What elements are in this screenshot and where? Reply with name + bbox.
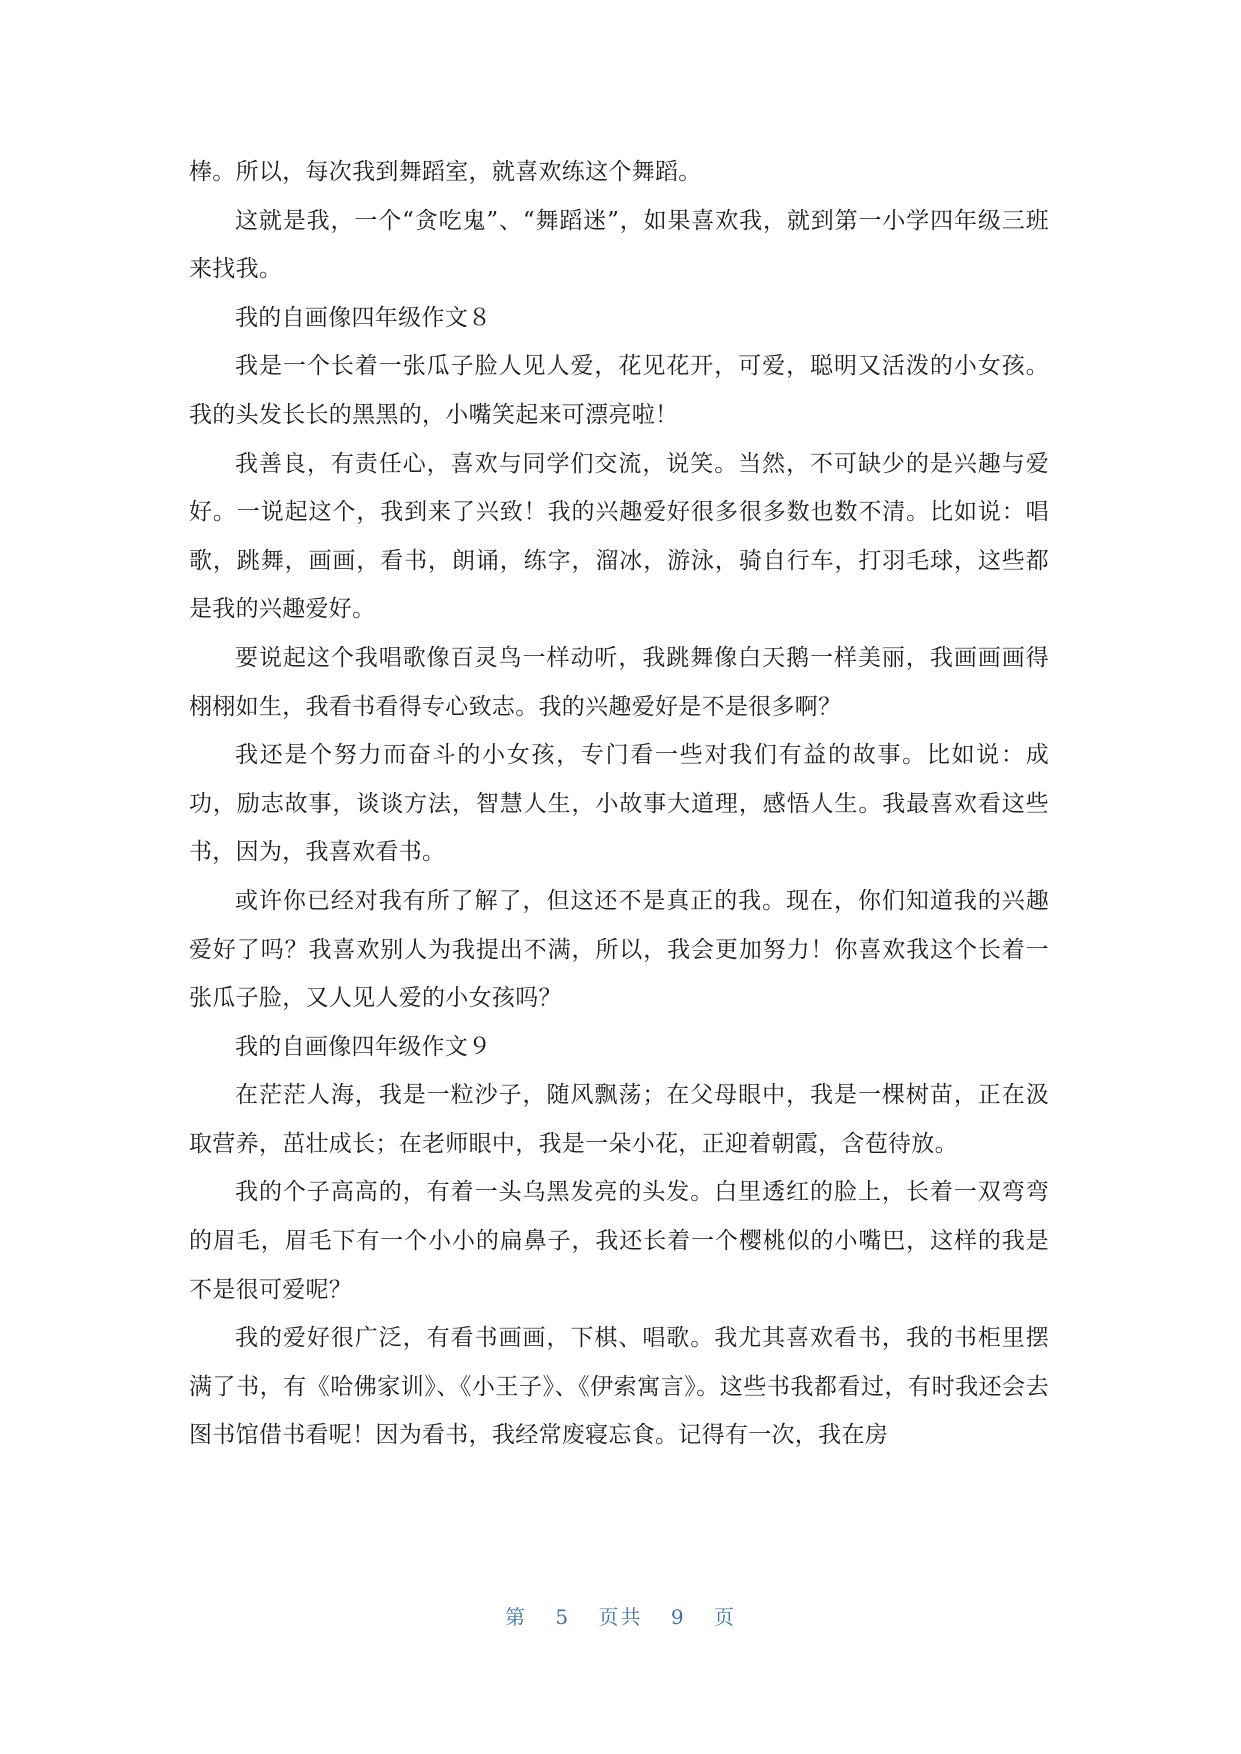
- paragraph: 我的个子高高的，有着一头乌黑发亮的头发。白里透红的脸上，长着一双弯弯的眉毛，眉毛下有一个小小的扁鼻子，我还长着一个樱桃似的小嘴巴，这样的我是不是很可爱呢？: [189, 1179, 1049, 1303]
- paragraph-continuation: 棒。所以，每次我到舞蹈室，就喜欢练这个舞蹈。: [189, 159, 702, 185]
- paragraph: 这就是我，一个“贪吃鬼”、“舞蹈迷”，如果喜欢我，就到第一小学四年级三班来找我。: [189, 207, 1049, 283]
- paragraph: 我的爱好很广泛，有看书画画，下棋、唱歌。我尤其喜欢看书，我的书柜里摆满了书，有《哈佛家训》、《小王子》、《伊索寓言》。这些书我都看过，有时我还会去图书馆借书看呢！因为看书，我经常废寝忘食。记得有一次，我在房: [189, 1325, 1049, 1449]
- paragraph: 或许你已经对我有所了解了，但这还不是真正的我。现在，你们知道我的兴趣爱好了吗？我喜欢别人为我提出不满，所以，我会更加努力！你喜欢我这个长着一张瓜子脸，又人见人爱的小女孩吗？: [189, 887, 1049, 1012]
- section-heading-9: 我的自画像四年级作文９: [235, 1033, 492, 1060]
- current-page-number: 5: [555, 1605, 571, 1629]
- page-label-middle: 页共: [598, 1605, 643, 1629]
- page-footer: [0, 1601, 1241, 1630]
- page-label-prefix: 第: [505, 1605, 528, 1629]
- paragraph: 要说起这个我唱歌像百灵鸟一样动听，我跳舞像白天鹅一样美丽，我画画画得栩栩如生，我看书看得专心致志。我的兴趣爱好是不是很多啊？: [189, 644, 1049, 720]
- total-pages-number: 9: [670, 1605, 686, 1629]
- page-label-suffix: 页: [713, 1605, 736, 1629]
- paragraph: 在茫茫人海，我是一粒沙子，随风飘荡；在父母眼中，我是一棵树苗，正在汲取营养，茁壮成长；在老师眼中，我是一朵小花，正迎着朝霞，含苞待放。: [189, 1082, 1049, 1157]
- paragraph: 我还是个努力而奋斗的小女孩，专门看一些对我们有益的故事。比如说：成功，励志故事，谈谈方法，智慧人生，小故事大道理，感悟人生。我最喜欢看这些书，因为，我喜欢看书。: [189, 742, 1049, 866]
- section-heading-8: 我的自画像四年级作文８: [235, 304, 492, 331]
- paragraph: 我善良，有责任心，喜欢与同学们交流，说笑。当然，不可缺少的是兴趣与爱好。一说起这个，我到来了兴致！我的兴趣爱好很多很多数也数不清。比如说：唱歌，跳舞，画画，看书，朗诵，练字，溜冰，游泳，骑自行车，打羽毛球，这些都是我的兴趣爱好。: [189, 450, 1049, 623]
- document-body: [189, 148, 1049, 1460]
- paragraph: 我是一个长着一张瓜子脸人见人爱，花见花开，可爱，聪明又活泼的小女孩。我的头发长长的黑黑的，小嘴笑起来可漂亮啦！: [189, 353, 1049, 428]
